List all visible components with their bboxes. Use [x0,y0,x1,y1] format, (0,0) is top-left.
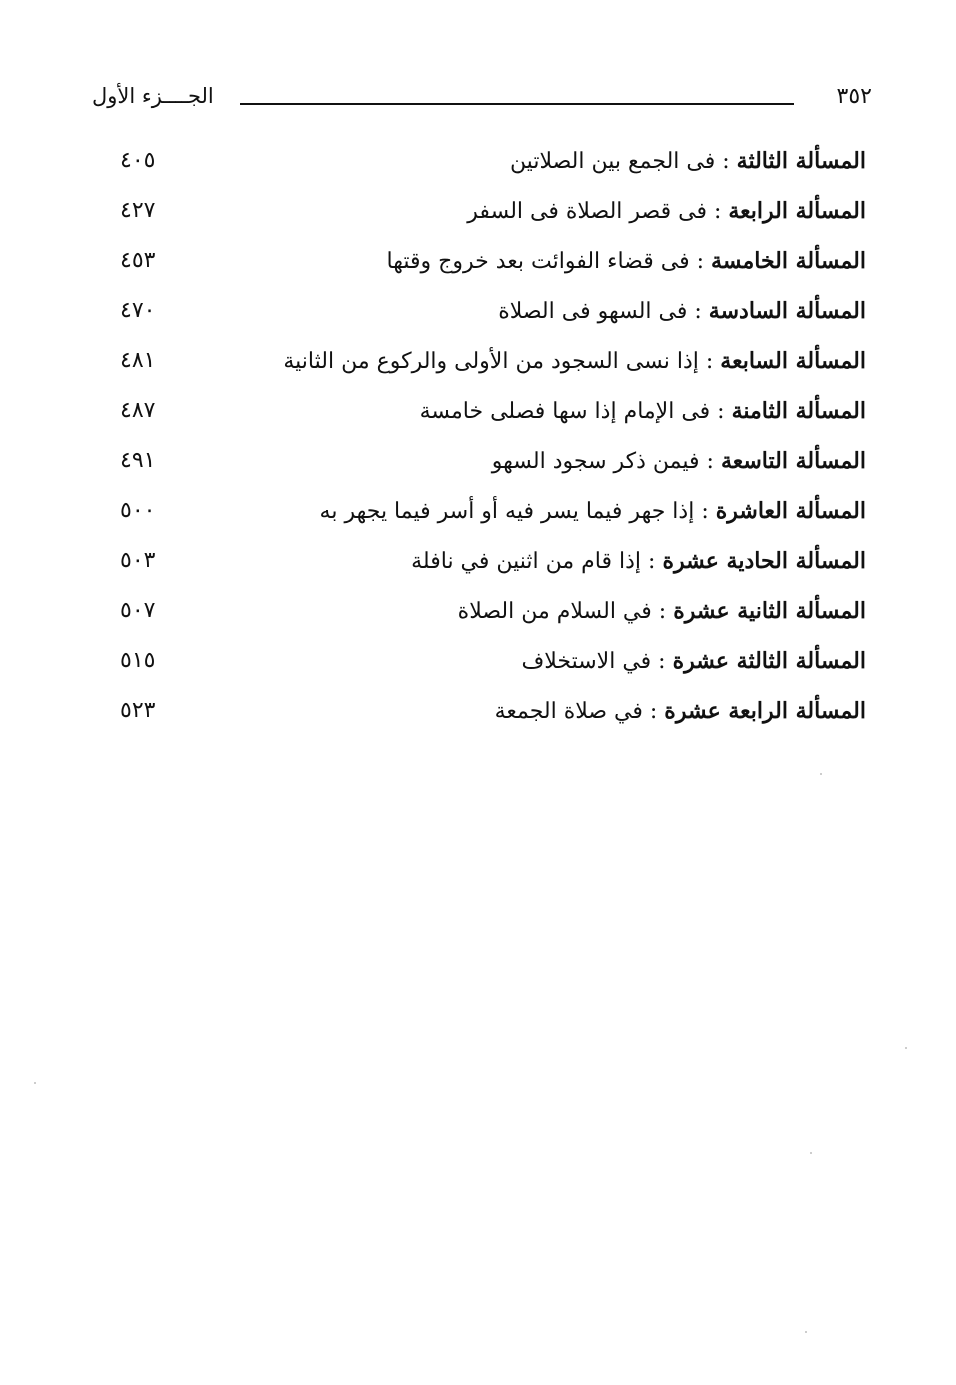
toc-entry-page: ٥٠٣ [120,548,156,573]
toc-entry-page: ٤٩١ [120,448,156,473]
toc-entry-title: فى الإمام إذا سها فصلى خامسة [419,399,711,424]
toc-entry-title: في السلام من الصلاة [457,599,652,624]
toc-entry-separator: : [699,449,721,474]
toc-entry-label: المسألة الثالثة عشرة [672,648,866,674]
toc-entry-separator: : [710,399,732,424]
toc-entry-page: ٥٠٠ [120,498,156,523]
toc-entry [110,340,866,390]
toc-entry [110,190,866,240]
toc-entry-title: في صلاة الجمعة [494,699,643,724]
toc-entry-separator: : [641,549,663,574]
toc-entry [110,390,866,440]
toc-entry [110,540,866,590]
toc-entry-label: المسألة السادسة [708,298,866,324]
toc-entry-label: المسألة الرابعة عشرة [664,698,866,724]
toc-entry-page: ٤٨١ [120,348,156,373]
toc-entry-separator: : [651,599,674,624]
toc-entry [110,240,866,290]
toc-entry-page: ٤٥٣ [120,248,156,273]
table-of-contents [110,140,866,740]
scan-speck [810,1152,812,1154]
toc-entry-page: ٤٢٧ [120,198,156,223]
toc-entry-separator: : [715,149,737,174]
toc-entry-separator: : [651,649,673,674]
page-number: ٣٥٢ [836,84,872,109]
toc-entry-text [510,148,866,174]
toc-entry-text [492,448,866,474]
toc-entry-page: ٤٨٧ [120,398,156,423]
scan-speck [820,773,822,775]
toc-entry-text [387,248,866,274]
toc-entry-label: المسألة الخامسة [711,248,866,274]
toc-entry-page: ٤٠٥ [120,148,156,173]
page-header [92,84,872,124]
toc-entry-text [498,298,866,324]
toc-entry [110,290,866,340]
toc-entry [110,590,866,640]
toc-entry-page: ٤٧٠ [120,298,156,323]
toc-entry-title: إذا جهر فيما يسر فيه أو أسر فيما يجهر به [319,499,695,524]
toc-entry-title: فى السهو فى الصلاة [498,299,688,324]
toc-entry [110,140,866,190]
toc-entry-label: المسألة الثامنة [731,398,866,424]
toc-entry-title: في الاستخلاف [521,649,652,674]
toc-entry-text [521,648,866,674]
toc-entry-label: المسألة العاشرة [715,498,866,524]
toc-entry-title: إذا قام من اثنين في نافلة [411,549,642,574]
toc-entry-separator: : [687,299,709,324]
toc-entry-title: فى قضاء الفوائت بعد خروج وقتها [386,249,690,274]
toc-entry-text [320,498,866,524]
toc-entry [110,440,866,490]
toc-entry-label: المسألة الثانية عشرة [673,598,866,624]
toc-entry [110,490,866,540]
toc-entry-separator: : [689,249,712,274]
toc-entry [110,690,866,740]
toc-entry-label: المسألة السابعة [720,348,866,374]
scan-speck [34,1082,36,1084]
toc-entry-text [411,548,866,574]
toc-entry-text [467,198,866,224]
toc-entry [110,640,866,690]
toc-entry-title: فى قصر الصلاة فى السفر [467,199,707,224]
toc-entry-separator: : [694,499,716,524]
scan-speck [805,1331,807,1333]
toc-entry-text [420,398,866,424]
toc-entry-text [283,348,866,374]
toc-entry-text [458,598,866,624]
toc-entry-label: المسألة الحادية عشرة [662,548,866,574]
toc-entry-title: فيمن ذكر سجود السهو [491,449,700,474]
toc-entry-label: المسألة التاسعة [720,448,866,474]
toc-entry-page: ٥٢٣ [120,698,156,723]
toc-entry-title: فى الجمع بين الصلاتين [509,149,716,174]
toc-entry-separator: : [706,199,729,224]
toc-entry-text [495,698,866,724]
toc-entry-separator: : [698,349,721,374]
toc-entry-label: المسألة الثالثة [736,148,866,174]
toc-entry-label: المسألة الرابعة [728,198,866,224]
header-rule [240,103,794,105]
toc-entry-separator: : [642,699,665,724]
volume-title: الجــــزء الأول [92,84,214,108]
toc-entry-page: ٥١٥ [120,648,156,673]
scan-speck [905,1047,907,1049]
toc-entry-page: ٥٠٧ [120,598,156,623]
toc-entry-title: إذا نسى السجود من الأولى والركوع من الثانية [283,349,699,374]
